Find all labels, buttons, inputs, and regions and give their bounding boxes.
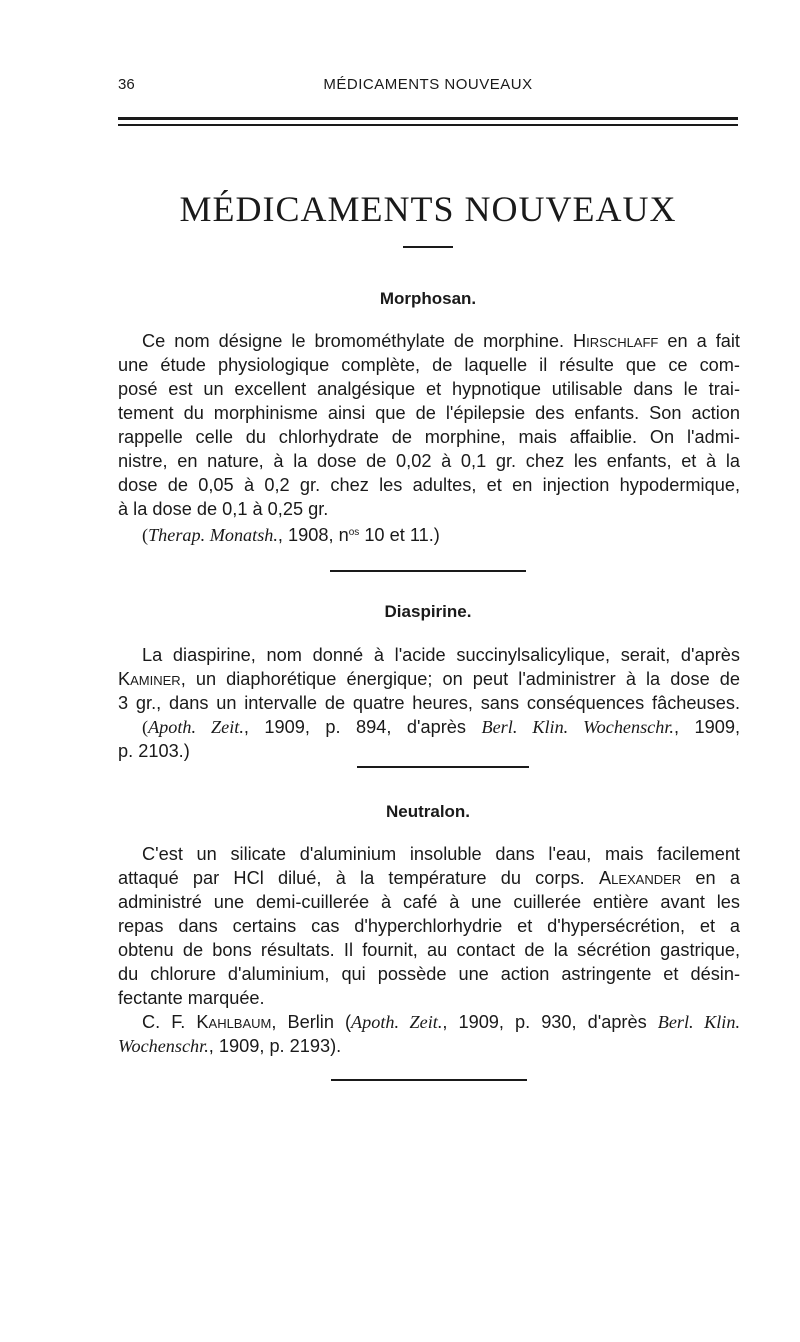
text-line: posé est un excellent analgésique et hypnotique utilisable dans le trai- [118,379,740,399]
section-heading-diaspirine: Diaspirine. [384,602,472,621]
text-line: La diaspirine, nom donné à l'acide succinylsalicylique, serait, d'après [142,645,740,665]
section-divider [330,570,526,572]
text-line: nistre, en nature, à la dose de 0,02 à 0,1 gr. chez les enfants, et à la [118,451,740,471]
reference-citation-end: p. 2103.) [118,741,190,761]
author-name: Kaminer [118,669,181,689]
page-number: 36 [118,76,135,93]
text-line: administré une demi-cuillerée à café à une cuillerée entière avant les [118,892,740,912]
author-name: Alexander [598,868,682,888]
section-heading-morphosan: Morphosan. [379,289,477,308]
running-header [118,76,738,98]
journal-title: Berl. Klin. [657,1012,740,1032]
reference-citation: C. F. Kahlbaum, Berlin (Apoth. Zeit., 1909, p. 930, d'après Berl. Klin. [142,1012,740,1032]
text-line: C'est un silicate d'aluminium insoluble dans l'eau, mais facilement [142,844,740,864]
section-divider [331,1079,527,1081]
chapter-title: MÉDICAMENTS NOUVEAUX [179,189,677,229]
author-name: Kahlbaum [196,1012,272,1032]
reference-citation: (Apoth. Zeit., 1909, p. 894, d'après Berl. Klin. Wochenschr., 1909, [142,717,740,737]
journal-title: Berl. Klin. Wochenschr. [481,717,674,737]
reference-citation-end: Wochenschr., 1909, p. 2193). [118,1036,342,1056]
text-line: du chlorure d'aluminium, qui possède une action astringente et désin- [118,964,740,984]
text-line: Kaminer, un diaphorétique énergique; on peut l'administrer à la dose de [118,669,740,689]
text-line: repas dans certains cas d'hyperchlorhydrie et d'hypersécrétion, et a [118,916,740,936]
text-line: Ce nom désigne le bromométhylate de morphine. Hirschlaff en a fait [142,331,740,351]
header-rule-thick [118,117,738,120]
running-title: MÉDICAMENTS NOUVEAUX [323,76,533,93]
reference-citation: (Therap. Monatsh., 1908, $n^{os}$ 10 et 11.) [142,525,440,545]
journal-title: Apoth. Zeit. [148,717,244,737]
journal-title: Apoth. Zeit. [351,1012,443,1032]
section-divider [357,766,529,768]
author-name: Hirschlaff [573,331,659,351]
journal-title: Wochenschr. [118,1036,209,1056]
text-line: fectante marquée. [118,988,265,1008]
text-line: tement du morphinisme ainsi que de l'épilepsie des enfants. Son action [118,403,740,423]
section-heading-neutralon: Neutralon. [385,802,471,821]
section-body-morphosan [118,329,740,547]
section-body-neutralon [118,842,740,1058]
header-rule-thin [118,124,738,126]
text-line: 3 gr., dans un intervalle de quatre heures, sans conséquences fâcheuses. [118,693,740,713]
text-line: attaqué par HCl dilué, à la température du corps. Alexander en a [118,868,740,888]
text-line: obtenu de bons résultats. Il fournit, au contact de la sécrétion gastrique, [118,940,740,960]
section-body-diaspirine [118,643,740,763]
text-line: à la dose de 0,1 à 0,25 gr. [118,499,329,519]
title-rule [403,246,453,248]
text-line: dose de 0,05 à 0,2 gr. chez les adultes, et en injection hypodermique, [118,475,740,495]
text-line: rappelle celle du chlorhydrate de morphine, mais affaiblie. On l'admi- [118,427,740,447]
journal-title: Therap. Monatsh. [148,525,278,545]
text-line: une étude physiologique complète, de laquelle il résulte que ce com- [118,355,740,375]
